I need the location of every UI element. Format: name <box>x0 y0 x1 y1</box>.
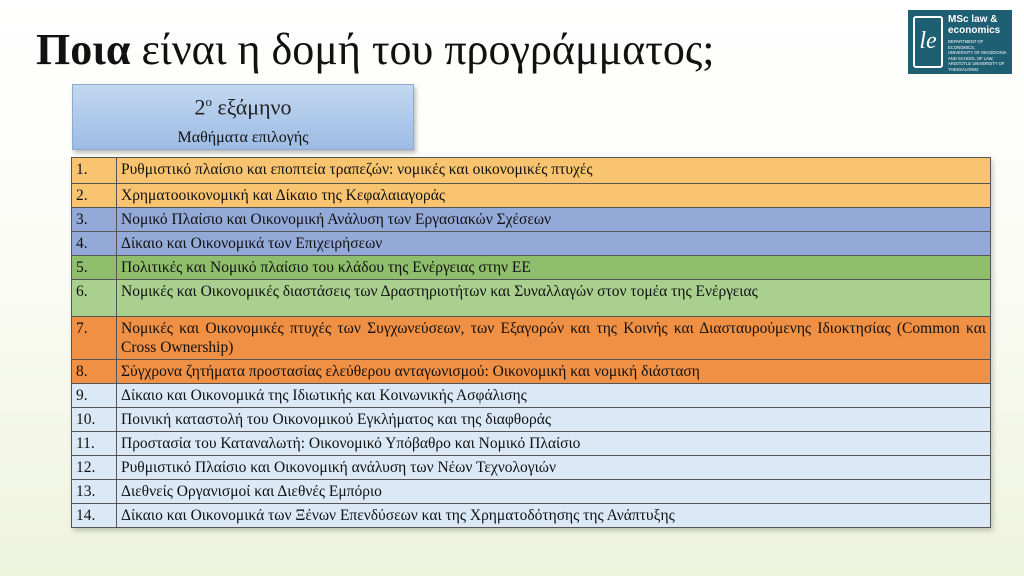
semester-box <box>72 84 414 150</box>
logo-sub-line2: UNIVERSITY OF MACEDONIA <box>948 50 1007 55</box>
course-title: Δίκαιο και Οικονομικά των Ξένων Επενδύσεων και της Χρηματοδότησης της Ανάπτυξης <box>117 504 991 528</box>
course-number: 13. <box>72 480 117 504</box>
course-number: 9. <box>72 384 117 408</box>
logo-sub-line3: AND SCHOOL OF LAW, <box>948 55 994 61</box>
course-number: 2. <box>72 184 117 208</box>
course-title: Δίκαιο και Οικονομικά των Επιχειρήσεων <box>117 232 991 256</box>
course-title: Προστασία του Καταναλωτή: Οικονομικό Υπόβαθρο και Νομικό Πλαίσιο <box>117 432 991 456</box>
course-number: 10. <box>72 408 117 432</box>
course-number: 12. <box>72 456 117 480</box>
semester-title <box>73 89 413 120</box>
course-title: Νομικό Πλαίσιο και Οικονομική Ανάλυση των Εργασιακών Σχέσεων <box>117 208 991 232</box>
semester-superscript: ο <box>205 94 212 109</box>
course-row <box>72 504 991 528</box>
program-logo <box>908 10 1012 74</box>
course-row <box>72 384 991 408</box>
course-row <box>72 408 991 432</box>
courses-table <box>71 157 991 528</box>
logo-name-line2: economics <box>948 25 1001 36</box>
course-row <box>72 280 991 317</box>
logo-mark: le <box>913 16 943 68</box>
course-title: Ποινική καταστολή του Οικονομικού Εγκλήματος και της διαφθοράς <box>117 408 991 432</box>
course-number: 1. <box>72 158 117 184</box>
course-title: Πολιτικές και Νομικό πλαίσιο του κλάδου της Ενέργειας στην ΕΕ <box>117 256 991 280</box>
semester-number: 2 <box>194 94 206 120</box>
course-row <box>72 184 991 208</box>
course-title: Νομικές και Οικονομικές πτυχές των Συγχωνεύσεων, των Εξαγορών και της Κοινής και Διασταυρούμενης Ιδιοκτησίας (Common και Cross Ownership) <box>117 317 991 360</box>
course-row <box>72 432 991 456</box>
course-title: Ρυθμιστικό πλαίσιο και εποπτεία τραπεζών: νομικές και οικονομικές πτυχές <box>117 158 991 184</box>
course-row <box>72 456 991 480</box>
course-number: 5. <box>72 256 117 280</box>
course-title: Δίκαιο και Οικονομικά της Ιδιωτικής και Κοινωνικής Ασφάλισης <box>117 384 991 408</box>
course-title: Χρηματοοικονομική και Δίκαιο της Κεφαλαιαγοράς <box>117 184 991 208</box>
course-row <box>72 158 991 184</box>
course-title: Ρυθμιστικό Πλαίσιο και Οικονομική ανάλυση των Νέων Τεχνολογιών <box>117 456 991 480</box>
page-title-rest: είναι η δομή του προγράμματος; <box>130 25 715 74</box>
course-title: Νομικές και Οικονομικές διαστάσεις των Δραστηριοτήτων και Συναλλαγών στον τομέα της Ενέργειας <box>117 280 991 317</box>
logo-sub-line4: ARISTOTLE UNIVERSITY OF THESSALONIKI <box>948 61 1005 72</box>
logo-sub-text <box>948 39 1010 72</box>
page-title-bold: Ποια <box>36 25 131 74</box>
course-row <box>72 317 991 360</box>
semester-subtitle: Μαθήματα επιλογής <box>177 129 309 147</box>
course-title: Διεθνείς Οργανισμοί και Διεθνές Εμπόριο <box>117 480 991 504</box>
page-title <box>36 22 916 78</box>
course-row <box>72 232 991 256</box>
semester-word: εξάμηνο <box>211 94 292 120</box>
course-row <box>72 360 991 384</box>
course-row <box>72 256 991 280</box>
course-row <box>72 208 991 232</box>
logo-sub-line1: DEPARTMENT OF ECONOMICS, <box>948 39 984 50</box>
course-number: 7. <box>72 317 117 360</box>
course-number: 6. <box>72 280 117 317</box>
course-number: 8. <box>72 360 117 384</box>
course-number: 4. <box>72 232 117 256</box>
course-number: 14. <box>72 504 117 528</box>
logo-name-line1: MSc law & <box>948 14 998 25</box>
logo-text <box>948 14 1010 72</box>
course-number: 11. <box>72 432 117 456</box>
course-title: Σύγχρονα ζητήματα προστασίας ελεύθερου ανταγωνισμού: Οικονομική και νομική διάσταση <box>117 360 991 384</box>
course-row <box>72 480 991 504</box>
course-number: 3. <box>72 208 117 232</box>
